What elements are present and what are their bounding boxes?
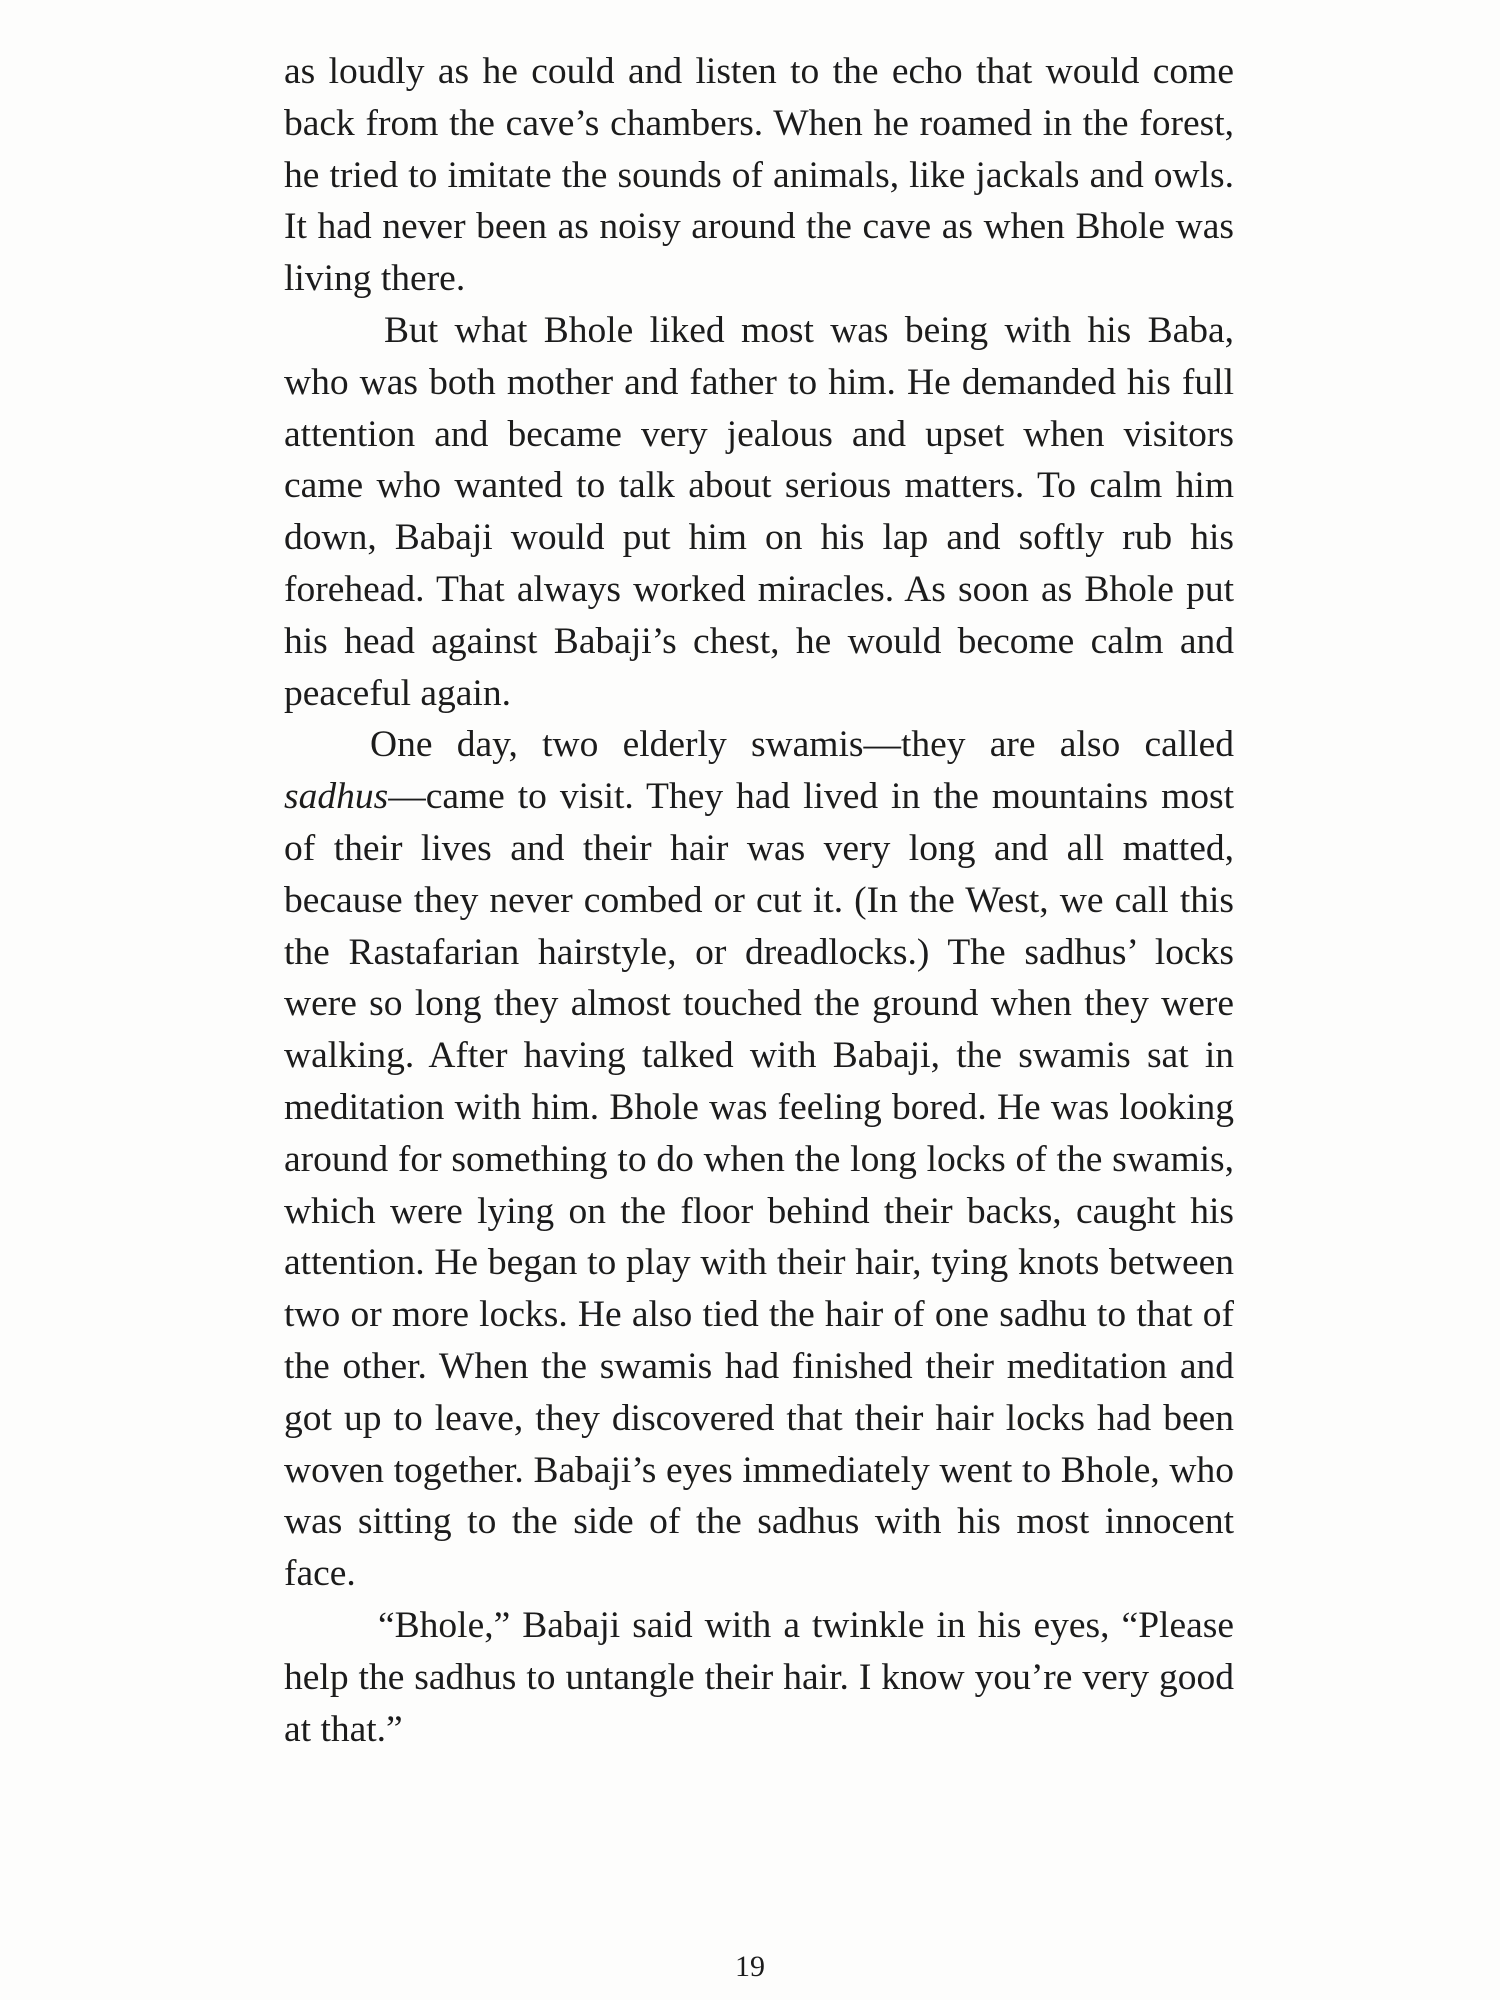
paragraph-3 [284, 719, 1234, 1600]
paragraph-3-rest: —came to visit. They had lived in the mountains most of their lives and their hair was very long and all matted, because they never combed or cut it. (In the West, we call this the Rastafarian hairstyle, or dreadlocks.) The sadhus’ locks were so long they almost touched the ground when they were walking. After having talked with Babaji, the swamis sat in meditation with him. Bhole was feeling bored. He was looking around for something to do when the long locks of the swamis, which were lying on the floor behind their backs, caught his attention. He began to play with their hair, tying knots between two or more locks. He also tied the hair of one sadhu to that of the other. When the swamis had finished their meditation and got up to leave, they discovered that their hair locks had been woven together. Babaji’s eyes immediately went to Bhole, who was sitting to the side of the sadhus with his most innocent face. [284, 776, 1234, 1595]
body-text [284, 46, 1234, 1755]
paragraph-4: “Bhole,” Babaji said with a twinkle in his eyes, “Please help the sadhus to untangle their hair. I know you’re very good at that.” [284, 1604, 1234, 1750]
paragraph-1: as loudly as he could and listen to the echo that would come back from the cave’s chambers. When he roamed in the forest, he tried to imitate the sounds of animals, like jackals and owls. It had never been as noisy around the cave as when Bhole was living there. [284, 51, 1234, 300]
paragraph-2: But what Bhole liked most was being with his Baba, who was both mother and father to him. He demanded his full attention and became very jealous and upset when visitors came who wanted to talk about serious matters. To calm him down, Babaji would put him on his lap and softly rub his forehead. That always worked miracles. As soon as Bhole put his head against Babaji’s chest, he would become calm and peaceful again. [284, 309, 1234, 714]
page-number: 19 [735, 1950, 765, 1983]
italic-term-sadhus: sadhus [284, 776, 389, 818]
paragraph-3-lead: One day, two elderly swamis—they are also called [370, 724, 1234, 766]
